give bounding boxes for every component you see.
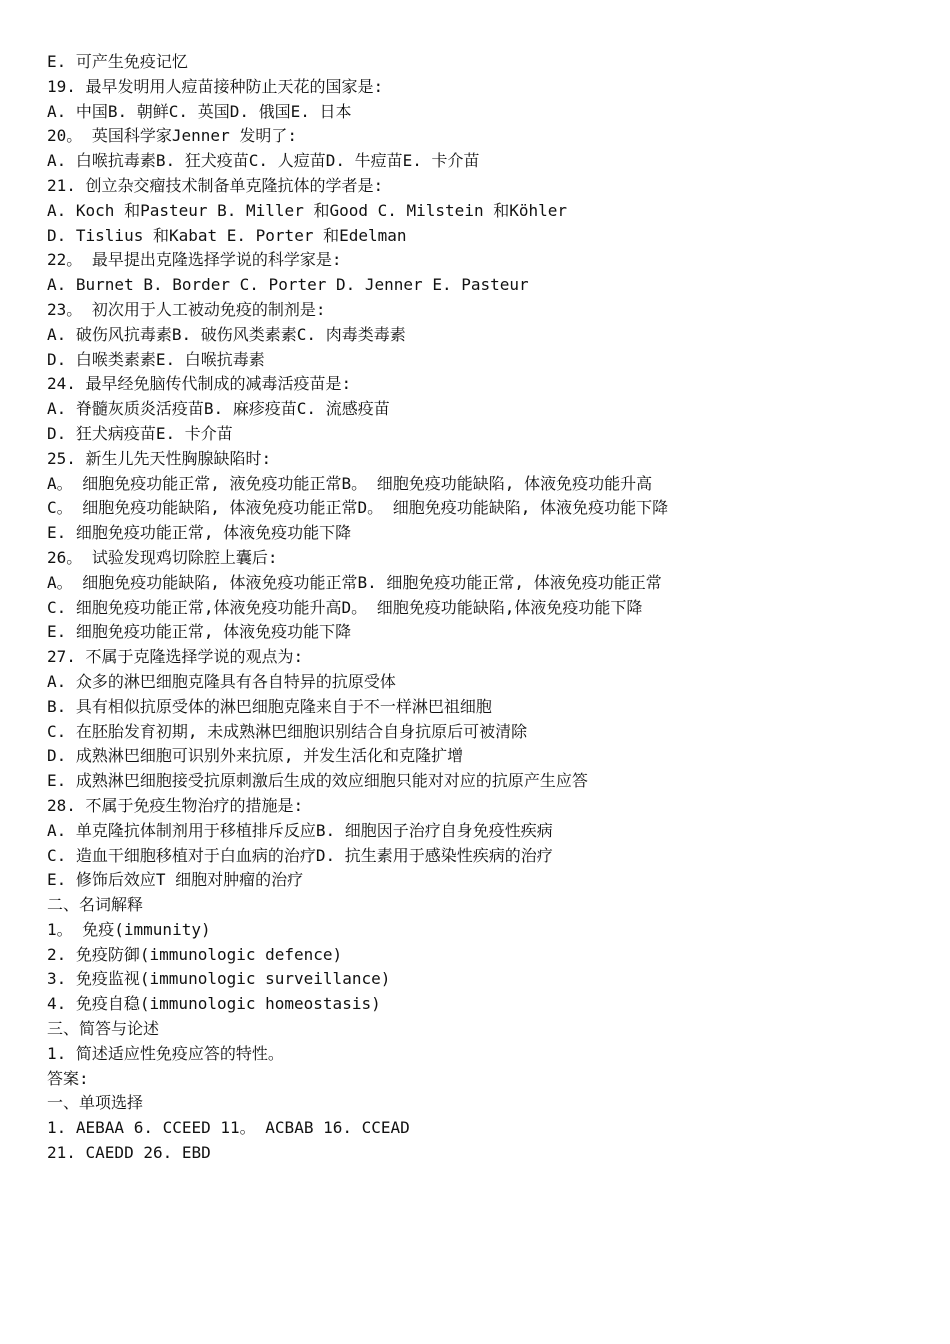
text-line-1: E. 可产生免疫记忆 (47, 52, 188, 71)
question-25-options-c: E. 细胞免疫功能正常, 体液免疫功能下降 (47, 523, 352, 543)
question-23-options-b: D. 白喉类素素E. 白喉抗毒素 (47, 349, 265, 369)
question-26-options-c: E. 细胞免疫功能正常, 体液免疫功能下降 (47, 622, 352, 642)
term-4: 4. 免疫自稳(immunologic homeostasis) (47, 994, 381, 1014)
term-1: 1。 免疫(immunity) (47, 919, 211, 939)
question-26: 26。 试验发现鸡切除腔上囊后: (47, 547, 278, 567)
question-27-option-c: C. 在胚胎发育初期, 未成熟淋巴细胞识别结合自身抗原后可被清除 (47, 721, 528, 741)
question-28-options-b: C. 造血干细胞移植对于白血病的治疗D. 抗生素用于感染性疾病的治疗 (47, 845, 553, 865)
question-21: 21. 创立杂交瘤技术制备单克隆抗体的学者是: (47, 175, 384, 195)
question-21-options-b: D. Tislius 和Kabat E. Porter 和Edelman (47, 225, 407, 245)
question-25: 25. 新生儿先天性胸腺缺陷时: (47, 448, 272, 468)
question-27-option-a: A. 众多的淋巴细胞克隆具有各自特异的抗原受体 (47, 671, 396, 691)
question-22-options: A. Burnet B. Border C. Porter D. Jenner E. Pasteur (47, 275, 529, 295)
question-21-options-a: A. Koch 和Pasteur B. Miller 和Good C. Milstein 和Köhler (47, 200, 568, 220)
question-23: 23。 初次用于人工被动免疫的制剂是: (47, 299, 326, 319)
question-20: 20。 英国科学家Jenner 发明了: (47, 126, 297, 146)
question-28-options-a: A. 单克隆抗体制剂用于移植排斥反应B. 细胞因子治疗自身免疫性疾病 (47, 820, 553, 840)
question-24-options-b: D. 狂犬病疫苗E. 卡介苗 (47, 423, 233, 443)
question-27-option-b: B. 具有相似抗原受体的淋巴细胞克隆来自于不一样淋巴祖细胞 (47, 696, 492, 716)
term-3: 3. 免疫监视(immunologic surveillance) (47, 969, 391, 989)
question-20-options: A. 白喉抗毒素B. 狂犬疫苗C. 人痘苗D. 牛痘苗E. 卡介苗 (47, 151, 480, 171)
section-heading-terms: 二、名词解释 (47, 895, 144, 915)
document-body (47, 50, 927, 1166)
answers-heading: 答案: (47, 1068, 89, 1088)
answers-subheading: 一、单项选择 (47, 1093, 144, 1113)
question-25-options-a: A。 细胞免疫功能正常, 液免疫功能正常B。 细胞免疫功能缺陷, 体液免疫功能升高 (47, 473, 653, 493)
section-heading-essay: 三、简答与论述 (47, 1019, 160, 1039)
question-19-options: A. 中国B. 朝鲜C. 英国D. 俄国E. 日本 (47, 101, 352, 121)
question-19: 19. 最早发明用人痘苗接种防止天花的国家是: (47, 76, 384, 96)
answer-key-row-2: 21. CAEDD 26. EBD (47, 1143, 211, 1163)
question-27-option-d: D. 成熟淋巴细胞可识别外来抗原, 并发生活化和克隆扩增 (47, 746, 464, 766)
term-2: 2. 免疫防御(immunologic defence) (47, 944, 343, 964)
question-27-option-e: E. 成熟淋巴细胞接受抗原刺激后生成的效应细胞只能对对应的抗原产生应答 (47, 771, 588, 791)
question-26-options-b: C. 细胞免疫功能正常,体液免疫功能升高D。 细胞免疫功能缺陷,体液免疫功能下降 (47, 597, 643, 617)
question-23-options-a: A. 破伤风抗毒素B. 破伤风类素素C. 肉毒类毒素 (47, 324, 406, 344)
question-25-options-b: C。 细胞免疫功能缺陷, 体液免疫功能正常D。 细胞免疫功能缺陷, 体液免疫功能下降 (47, 498, 669, 518)
answer-key-row-1: 1. AEBAA 6. CCEED 11。 ACBAB 16. CCEAD (47, 1118, 410, 1138)
question-24: 24. 最早经免脑传代制成的减毒活疫苗是: (47, 374, 352, 394)
question-26-options-a: A。 细胞免疫功能缺陷, 体液免疫功能正常B. 细胞免疫功能正常, 体液免疫功能正常 (47, 572, 662, 592)
question-28-options-c: E. 修饰后效应T 细胞对肿瘤的治疗 (47, 870, 304, 890)
essay-question-1: 1. 简述适应性免疫应答的特性。 (47, 1043, 284, 1063)
question-24-options-a: A. 脊髓灰质炎活疫苗B. 麻疹疫苗C. 流感疫苗 (47, 399, 390, 419)
question-27: 27. 不属于克隆选择学说的观点为: (47, 647, 304, 667)
question-22: 22。 最早提出克隆选择学说的科学家是: (47, 250, 342, 270)
question-28: 28. 不属于免疫生物治疗的措施是: (47, 795, 304, 815)
